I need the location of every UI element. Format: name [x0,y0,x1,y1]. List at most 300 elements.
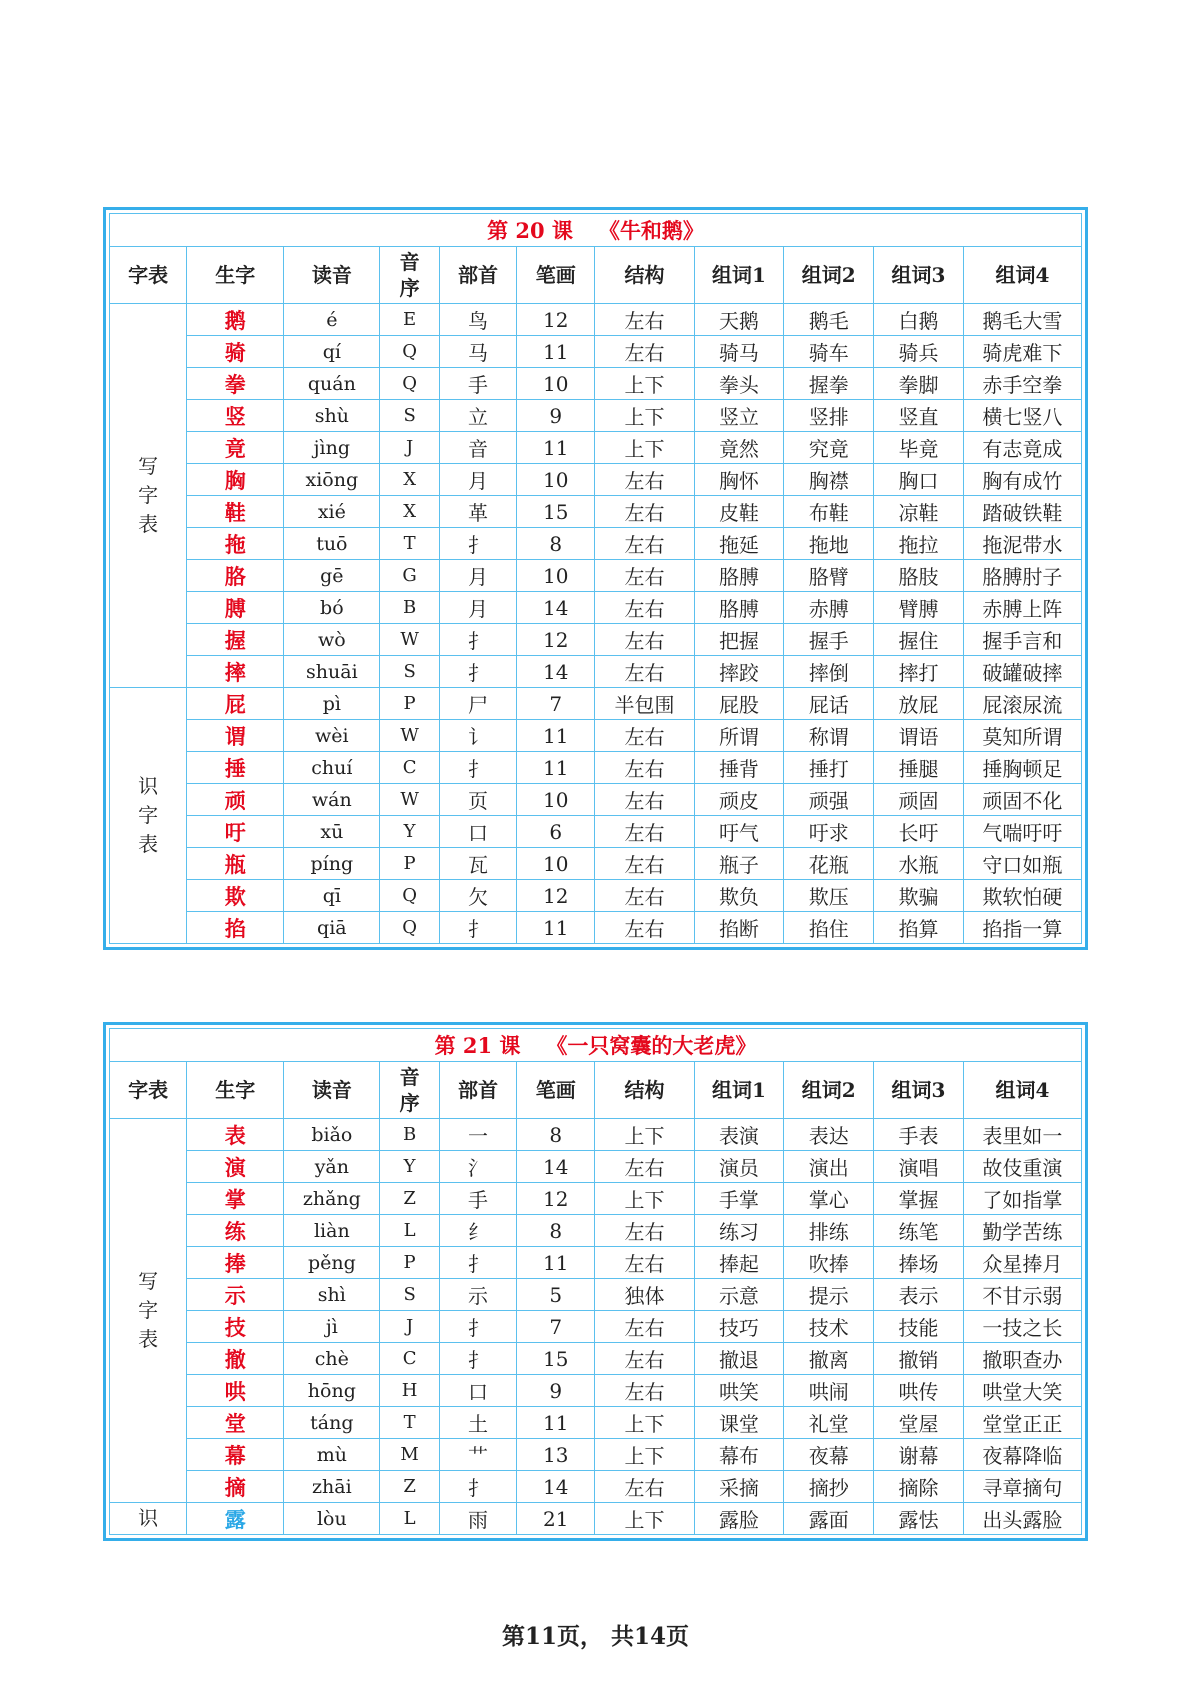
word-cell: 捶腿 [874,752,964,784]
lesson-number: 第 21 课 [434,1033,521,1058]
lesson-name: 《牛和鹅》 [598,218,704,243]
initial-cell: P [380,688,440,720]
word-cell: 夜幕 [784,1439,874,1471]
word-cell: 捶打 [784,752,874,784]
char-cell: 竟 [187,432,284,464]
word-cell: 皮鞋 [694,496,784,528]
lesson-20-table-frame [103,207,1088,950]
structure-cell: 左右 [595,1471,694,1503]
header-cell: 组词3 [874,1062,964,1119]
header-cell: 读音 [284,247,380,304]
idiom-cell: 赤膊上阵 [963,592,1081,624]
word-cell: 摔倒 [784,656,874,688]
table-row [110,1151,1082,1183]
word-cell: 水瓶 [874,848,964,880]
radical-cell: 月 [439,592,516,624]
word-cell: 演员 [694,1151,784,1183]
structure-cell: 上下 [595,1407,694,1439]
page-footer: 第11页， 共14页 [501,1623,690,1650]
structure-cell: 左右 [595,1311,694,1343]
word-cell: 技术 [784,1311,874,1343]
structure-cell: 左右 [595,560,694,592]
radical-cell: 口 [439,1375,516,1407]
structure-cell: 左右 [595,848,694,880]
radical-cell: 音 [439,432,516,464]
structure-cell: 左右 [595,592,694,624]
pinyin-cell: jì [284,1311,380,1343]
char-cell: 瓶 [187,848,284,880]
idiom-cell: 握手言和 [963,624,1081,656]
table-row [110,1183,1082,1215]
char-cell: 摘 [187,1471,284,1503]
idiom-cell: 赤手空拳 [963,368,1081,400]
radical-cell: 扌 [439,656,516,688]
header-cell: 读音 [284,1062,380,1119]
table-row [110,528,1082,560]
table-row [110,1407,1082,1439]
char-cell: 哄 [187,1375,284,1407]
table-row [110,592,1082,624]
strokes-cell: 6 [517,816,595,848]
word-cell: 堂屋 [874,1407,964,1439]
word-cell: 白鹅 [874,304,964,336]
category-cell [110,1503,187,1535]
header-cell: 笔画 [517,1062,595,1119]
word-cell: 表达 [784,1119,874,1151]
lesson-20-table [109,213,1082,944]
idiom-cell: 破罐破摔 [963,656,1081,688]
initial-cell: W [380,784,440,816]
char-cell: 演 [187,1151,284,1183]
category-char: 识 [138,774,159,798]
table-row [110,336,1082,368]
idiom-cell: 屁滚尿流 [963,688,1081,720]
category-cell [110,304,187,688]
word-cell: 拳头 [694,368,784,400]
radical-cell: 氵 [439,1151,516,1183]
table-row [110,1343,1082,1375]
table-row [110,1215,1082,1247]
radical-cell: 鸟 [439,304,516,336]
strokes-cell: 11 [517,720,595,752]
table-row [110,1247,1082,1279]
char-cell: 骑 [187,336,284,368]
strokes-cell: 10 [517,848,595,880]
header-cell: 组词3 [874,247,964,304]
pinyin-cell: wèi [284,720,380,752]
initial-cell: Z [380,1183,440,1215]
idiom-cell: 堂堂正正 [963,1407,1081,1439]
initial-cell: P [380,1247,440,1279]
idiom-cell: 哄堂大笑 [963,1375,1081,1407]
header-cell: 组词2 [784,247,874,304]
header-cell: 结构 [595,1062,694,1119]
radical-cell: 马 [439,336,516,368]
pinyin-cell: yǎn [284,1151,380,1183]
strokes-cell: 14 [517,592,595,624]
pinyin-cell: wò [284,624,380,656]
lesson-title [110,214,1082,247]
word-cell: 捶背 [694,752,784,784]
table-row [110,912,1082,944]
idiom-cell: 守口如瓶 [963,848,1081,880]
idiom-cell: 出头露脸 [963,1503,1081,1535]
idiom-cell: 掐指一算 [963,912,1081,944]
strokes-cell: 14 [517,1471,595,1503]
table-row [110,304,1082,336]
category-char: 字 [138,803,159,827]
initial-cell: S [380,656,440,688]
char-cell: 屁 [187,688,284,720]
header-cell: 生字 [187,1062,284,1119]
initial-cell: W [380,720,440,752]
radical-cell: 示 [439,1279,516,1311]
word-cell: 究竟 [784,432,874,464]
header-row [110,247,1082,304]
table-row [110,688,1082,720]
word-cell: 演唱 [874,1151,964,1183]
word-cell: 瓶子 [694,848,784,880]
idiom-cell: 横七竖八 [963,400,1081,432]
initial-cell: J [380,1311,440,1343]
char-cell: 掌 [187,1183,284,1215]
pinyin-cell: chè [284,1343,380,1375]
table-row [110,1503,1082,1535]
initial-cell: C [380,752,440,784]
header-row [110,1062,1082,1119]
category-char: 表 [138,832,159,856]
char-cell: 幕 [187,1439,284,1471]
structure-cell: 独体 [595,1279,694,1311]
strokes-cell: 10 [517,464,595,496]
idiom-cell: 众星捧月 [963,1247,1081,1279]
char-cell: 握 [187,624,284,656]
structure-cell: 左右 [595,464,694,496]
lesson-21-table [109,1028,1082,1535]
pinyin-cell: lòu [284,1503,380,1535]
category-char: 识 [138,1506,159,1530]
strokes-cell: 11 [517,336,595,368]
word-cell: 手表 [874,1119,964,1151]
radical-cell: 立 [439,400,516,432]
word-cell: 撤退 [694,1343,784,1375]
pinyin-cell: shì [284,1279,380,1311]
header-cell: 组词4 [963,247,1081,304]
category-char: 写 [138,454,159,478]
word-cell: 竖排 [784,400,874,432]
radical-cell: 瓦 [439,848,516,880]
structure-cell: 上下 [595,368,694,400]
pinyin-cell: zhǎng [284,1183,380,1215]
initial-cell: E [380,304,440,336]
initial-cell: Q [380,336,440,368]
structure-cell: 左右 [595,784,694,816]
category-char: 表 [138,512,159,536]
table-row [110,720,1082,752]
radical-cell: 艹 [439,1439,516,1471]
initial-cell: M [380,1439,440,1471]
word-cell: 骑马 [694,336,784,368]
lesson-20-body [110,304,1082,944]
strokes-cell: 13 [517,1439,595,1471]
word-cell: 竖立 [694,400,784,432]
char-cell: 吁 [187,816,284,848]
idiom-cell: 夜幕降临 [963,1439,1081,1471]
strokes-cell: 12 [517,1183,595,1215]
char-cell: 拳 [187,368,284,400]
word-cell: 顽强 [784,784,874,816]
idiom-cell: 踏破铁鞋 [963,496,1081,528]
pinyin-cell: pěng [284,1247,380,1279]
structure-cell: 左右 [595,816,694,848]
pinyin-cell: qí [284,336,380,368]
pinyin-cell: zhāi [284,1471,380,1503]
radical-cell: 扌 [439,912,516,944]
word-cell: 顽固 [874,784,964,816]
word-cell: 幕布 [694,1439,784,1471]
structure-cell: 上下 [595,400,694,432]
pinyin-cell: xū [284,816,380,848]
header-cell: 音 序 [380,1062,440,1119]
initial-cell: C [380,1343,440,1375]
char-cell: 鞋 [187,496,284,528]
initial-cell: B [380,592,440,624]
char-cell: 捶 [187,752,284,784]
word-cell: 哄笑 [694,1375,784,1407]
word-cell: 胸怀 [694,464,784,496]
radical-cell: 一 [439,1119,516,1151]
radical-cell: 扌 [439,752,516,784]
word-cell: 礼堂 [784,1407,874,1439]
strokes-cell: 11 [517,912,595,944]
idiom-cell: 捶胸顿足 [963,752,1081,784]
category-char: 写 [138,1269,159,1293]
word-cell: 胳肢 [874,560,964,592]
word-cell: 排练 [784,1215,874,1247]
word-cell: 拖地 [784,528,874,560]
header-cell: 结构 [595,247,694,304]
strokes-cell: 11 [517,752,595,784]
word-cell: 所谓 [694,720,784,752]
idiom-cell: 拖泥带水 [963,528,1081,560]
word-cell: 竖直 [874,400,964,432]
idiom-cell: 气喘吁吁 [963,816,1081,848]
word-cell: 撤离 [784,1343,874,1375]
radical-cell: 扌 [439,1247,516,1279]
word-cell: 摘抄 [784,1471,874,1503]
header-cell: 音 序 [380,247,440,304]
initial-cell: Y [380,816,440,848]
word-cell: 竟然 [694,432,784,464]
word-cell: 胸口 [874,464,964,496]
word-cell: 拳脚 [874,368,964,400]
radical-cell: 月 [439,560,516,592]
strokes-cell: 14 [517,1151,595,1183]
radical-cell: 扌 [439,1343,516,1375]
radical-cell: 扌 [439,1311,516,1343]
pinyin-cell: wán [284,784,380,816]
idiom-cell: 有志竟成 [963,432,1081,464]
word-cell: 示意 [694,1279,784,1311]
structure-cell: 左右 [595,624,694,656]
pinyin-cell: xié [284,496,380,528]
strokes-cell: 11 [517,432,595,464]
radical-cell: 扌 [439,528,516,560]
idiom-cell: 一技之长 [963,1311,1081,1343]
header-cell: 部首 [439,1062,516,1119]
strokes-cell: 8 [517,528,595,560]
structure-cell: 左右 [595,1247,694,1279]
pinyin-cell: mù [284,1439,380,1471]
idiom-cell: 胳膊肘子 [963,560,1081,592]
table-row [110,1279,1082,1311]
structure-cell: 左右 [595,1151,694,1183]
structure-cell: 左右 [595,720,694,752]
table-row [110,1471,1082,1503]
word-cell: 吹捧 [784,1247,874,1279]
char-cell: 竖 [187,400,284,432]
strokes-cell: 15 [517,1343,595,1375]
word-cell: 长吁 [874,816,964,848]
char-cell: 撤 [187,1343,284,1375]
word-cell: 采摘 [694,1471,784,1503]
word-cell: 天鹅 [694,304,784,336]
header-cell: 组词1 [694,247,784,304]
word-cell: 称谓 [784,720,874,752]
structure-cell: 左右 [595,912,694,944]
char-cell: 谓 [187,720,284,752]
radical-cell: 尸 [439,688,516,720]
strokes-cell: 12 [517,880,595,912]
initial-cell: L [380,1215,440,1247]
initial-cell: Q [380,368,440,400]
pinyin-cell: qiā [284,912,380,944]
strokes-cell: 7 [517,688,595,720]
word-cell: 花瓶 [784,848,874,880]
strokes-cell: 10 [517,784,595,816]
char-cell: 技 [187,1311,284,1343]
idiom-cell: 撤职查办 [963,1343,1081,1375]
radical-cell: 口 [439,816,516,848]
word-cell: 掐住 [784,912,874,944]
word-cell: 练笔 [874,1215,964,1247]
idiom-cell: 表里如一 [963,1119,1081,1151]
header-cell: 组词1 [694,1062,784,1119]
initial-cell: G [380,560,440,592]
initial-cell: Y [380,1151,440,1183]
initial-cell: S [380,1279,440,1311]
idiom-cell: 鹅毛大雪 [963,304,1081,336]
word-cell: 技巧 [694,1311,784,1343]
structure-cell: 左右 [595,880,694,912]
word-cell: 摘除 [874,1471,964,1503]
table-row [110,1119,1082,1151]
table-row [110,368,1082,400]
structure-cell: 左右 [595,304,694,336]
initial-cell: H [380,1375,440,1407]
initial-cell: L [380,1503,440,1535]
word-cell: 露面 [784,1503,874,1535]
structure-cell: 上下 [595,432,694,464]
structure-cell: 左右 [595,1215,694,1247]
word-cell: 顽皮 [694,784,784,816]
table-row [110,464,1082,496]
lesson-title [110,1029,1082,1062]
word-cell: 掌心 [784,1183,874,1215]
pinyin-cell: shù [284,400,380,432]
header-cell: 部首 [439,247,516,304]
char-cell: 欺 [187,880,284,912]
initial-cell: S [380,400,440,432]
table-row [110,784,1082,816]
word-cell: 臂膊 [874,592,964,624]
category-cell [110,688,187,944]
char-cell: 示 [187,1279,284,1311]
word-cell: 露怯 [874,1503,964,1535]
char-cell: 露 [187,1503,284,1535]
char-cell: 胳 [187,560,284,592]
table-row [110,1439,1082,1471]
pinyin-cell: é [284,304,380,336]
idiom-cell: 顽固不化 [963,784,1081,816]
lesson-name: 《一只窝囊的大老虎》 [546,1033,757,1058]
pinyin-cell: jìng [284,432,380,464]
table-row [110,656,1082,688]
word-cell: 骑车 [784,336,874,368]
table-row [110,1311,1082,1343]
structure-cell: 左右 [595,1375,694,1407]
table-row [110,560,1082,592]
strokes-cell: 21 [517,1503,595,1535]
initial-cell: W [380,624,440,656]
word-cell: 赤膊 [784,592,874,624]
radical-cell: 扌 [439,1471,516,1503]
char-cell: 顽 [187,784,284,816]
word-cell: 吁求 [784,816,874,848]
idiom-cell: 莫知所谓 [963,720,1081,752]
structure-cell: 上下 [595,1183,694,1215]
header-cell: 笔画 [517,247,595,304]
word-cell: 技能 [874,1311,964,1343]
lesson-21-body [110,1119,1082,1535]
pinyin-cell: quán [284,368,380,400]
table-row [110,880,1082,912]
word-cell: 拖延 [694,528,784,560]
structure-cell: 半包围 [595,688,694,720]
pinyin-cell: pì [284,688,380,720]
idiom-cell: 了如指掌 [963,1183,1081,1215]
word-cell: 演出 [784,1151,874,1183]
structure-cell: 左右 [595,656,694,688]
pinyin-cell: liàn [284,1215,380,1247]
word-cell: 掌握 [874,1183,964,1215]
radical-cell: 手 [439,368,516,400]
idiom-cell: 勤学苦练 [963,1215,1081,1247]
category-cell [110,1119,187,1503]
word-cell: 摔打 [874,656,964,688]
radical-cell: 讠 [439,720,516,752]
word-cell: 欺骗 [874,880,964,912]
table-row [110,432,1082,464]
initial-cell: Q [380,880,440,912]
word-cell: 握手 [784,624,874,656]
category-char: 表 [138,1327,159,1351]
char-cell: 堂 [187,1407,284,1439]
table-row [110,848,1082,880]
word-cell: 练习 [694,1215,784,1247]
radical-cell: 扌 [439,624,516,656]
category-char: 字 [138,483,159,507]
